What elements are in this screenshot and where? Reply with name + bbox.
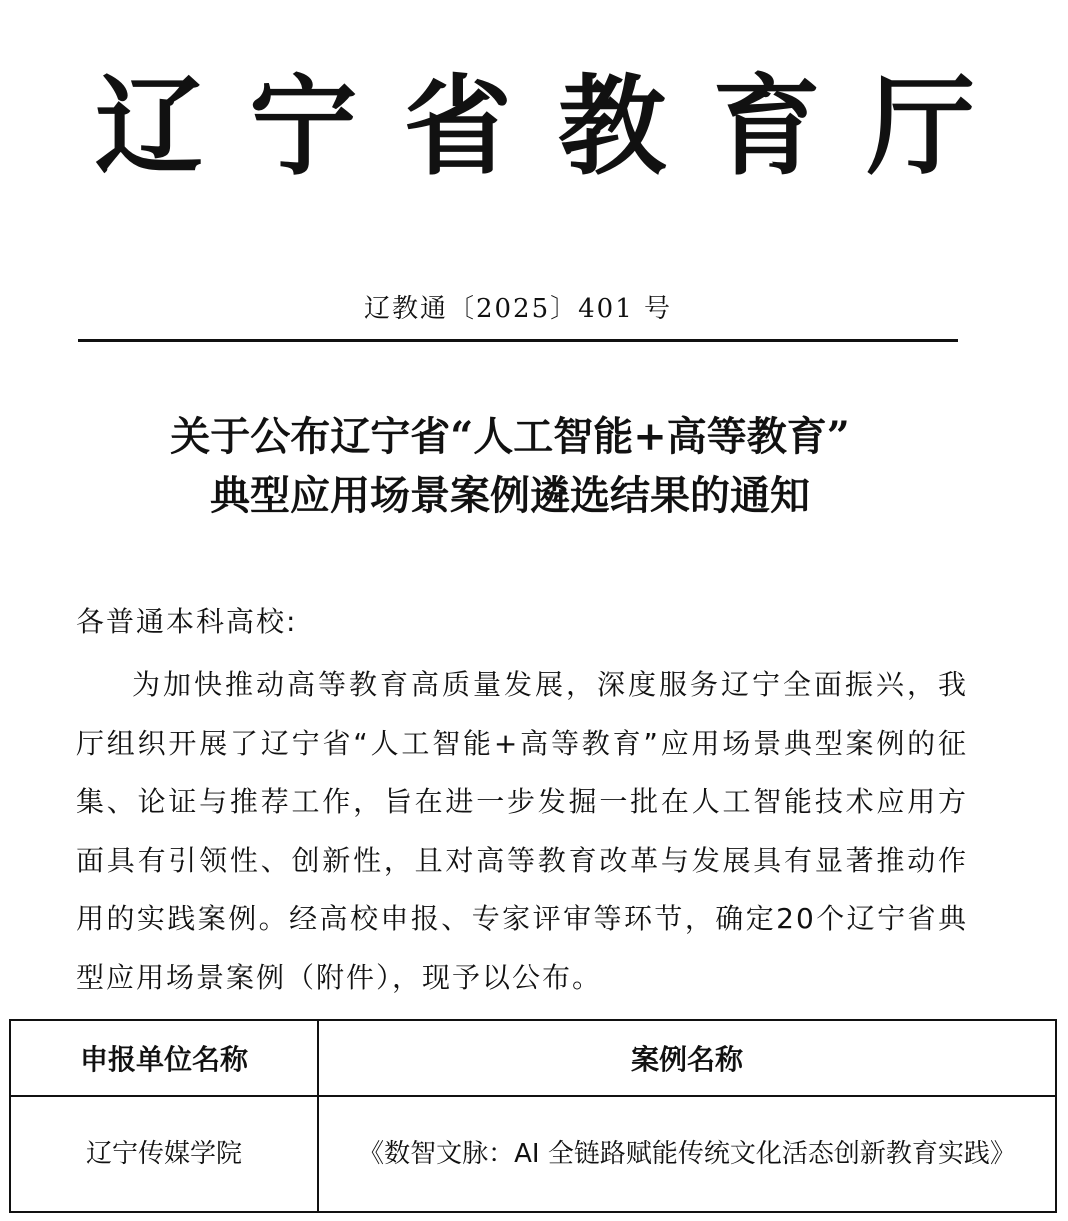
header-divider (78, 339, 958, 342)
agency-title-char: 宁 (249, 64, 358, 190)
agency-title (95, 62, 975, 192)
notice-title-line-1: 关于公布辽宁省“人工智能+高等教育” (170, 413, 850, 460)
salutation: 各普通本科高校: (76, 605, 298, 638)
cell-case-name: 《数智文脉：AI 全链路赋能传统文化活态创新教育实践》 (318, 1096, 1056, 1212)
cell-unit: 辽宁传媒学院 (10, 1096, 318, 1212)
table-header-row (10, 1020, 1056, 1096)
agency-title-char: 辽 (95, 64, 204, 190)
agency-title-char: 育 (712, 64, 821, 190)
document-number: 辽教通〔2025〕401 号 (363, 294, 673, 324)
case-table (9, 1019, 1057, 1213)
agency-title-char: 省 (403, 64, 512, 190)
notice-title-line-2: 典型应用场景案例遴选结果的通知 (210, 472, 810, 519)
table-row (10, 1096, 1056, 1212)
notice-body: 为加快推动高等教育高质量发展，深度服务辽宁全面振兴，我厅组织开展了辽宁省“人工智能+高等教育”应用场景典型案例的征集、论证与推荐工作，旨在进一步发掘一批在人工智能技术应用方面具有引领性、创新性，且对高等教育改革与发展具有显著推动作用的实践案例。经高校申报、专家评审等环节，确定20个辽宁省典型应用场景案例（附件），现予以公布。 (76, 668, 968, 994)
agency-title-char: 厅 (866, 64, 975, 190)
agency-title-char: 教 (558, 64, 667, 190)
column-header-unit: 申报单位名称 (10, 1020, 318, 1096)
column-header-case: 案例名称 (318, 1020, 1056, 1096)
